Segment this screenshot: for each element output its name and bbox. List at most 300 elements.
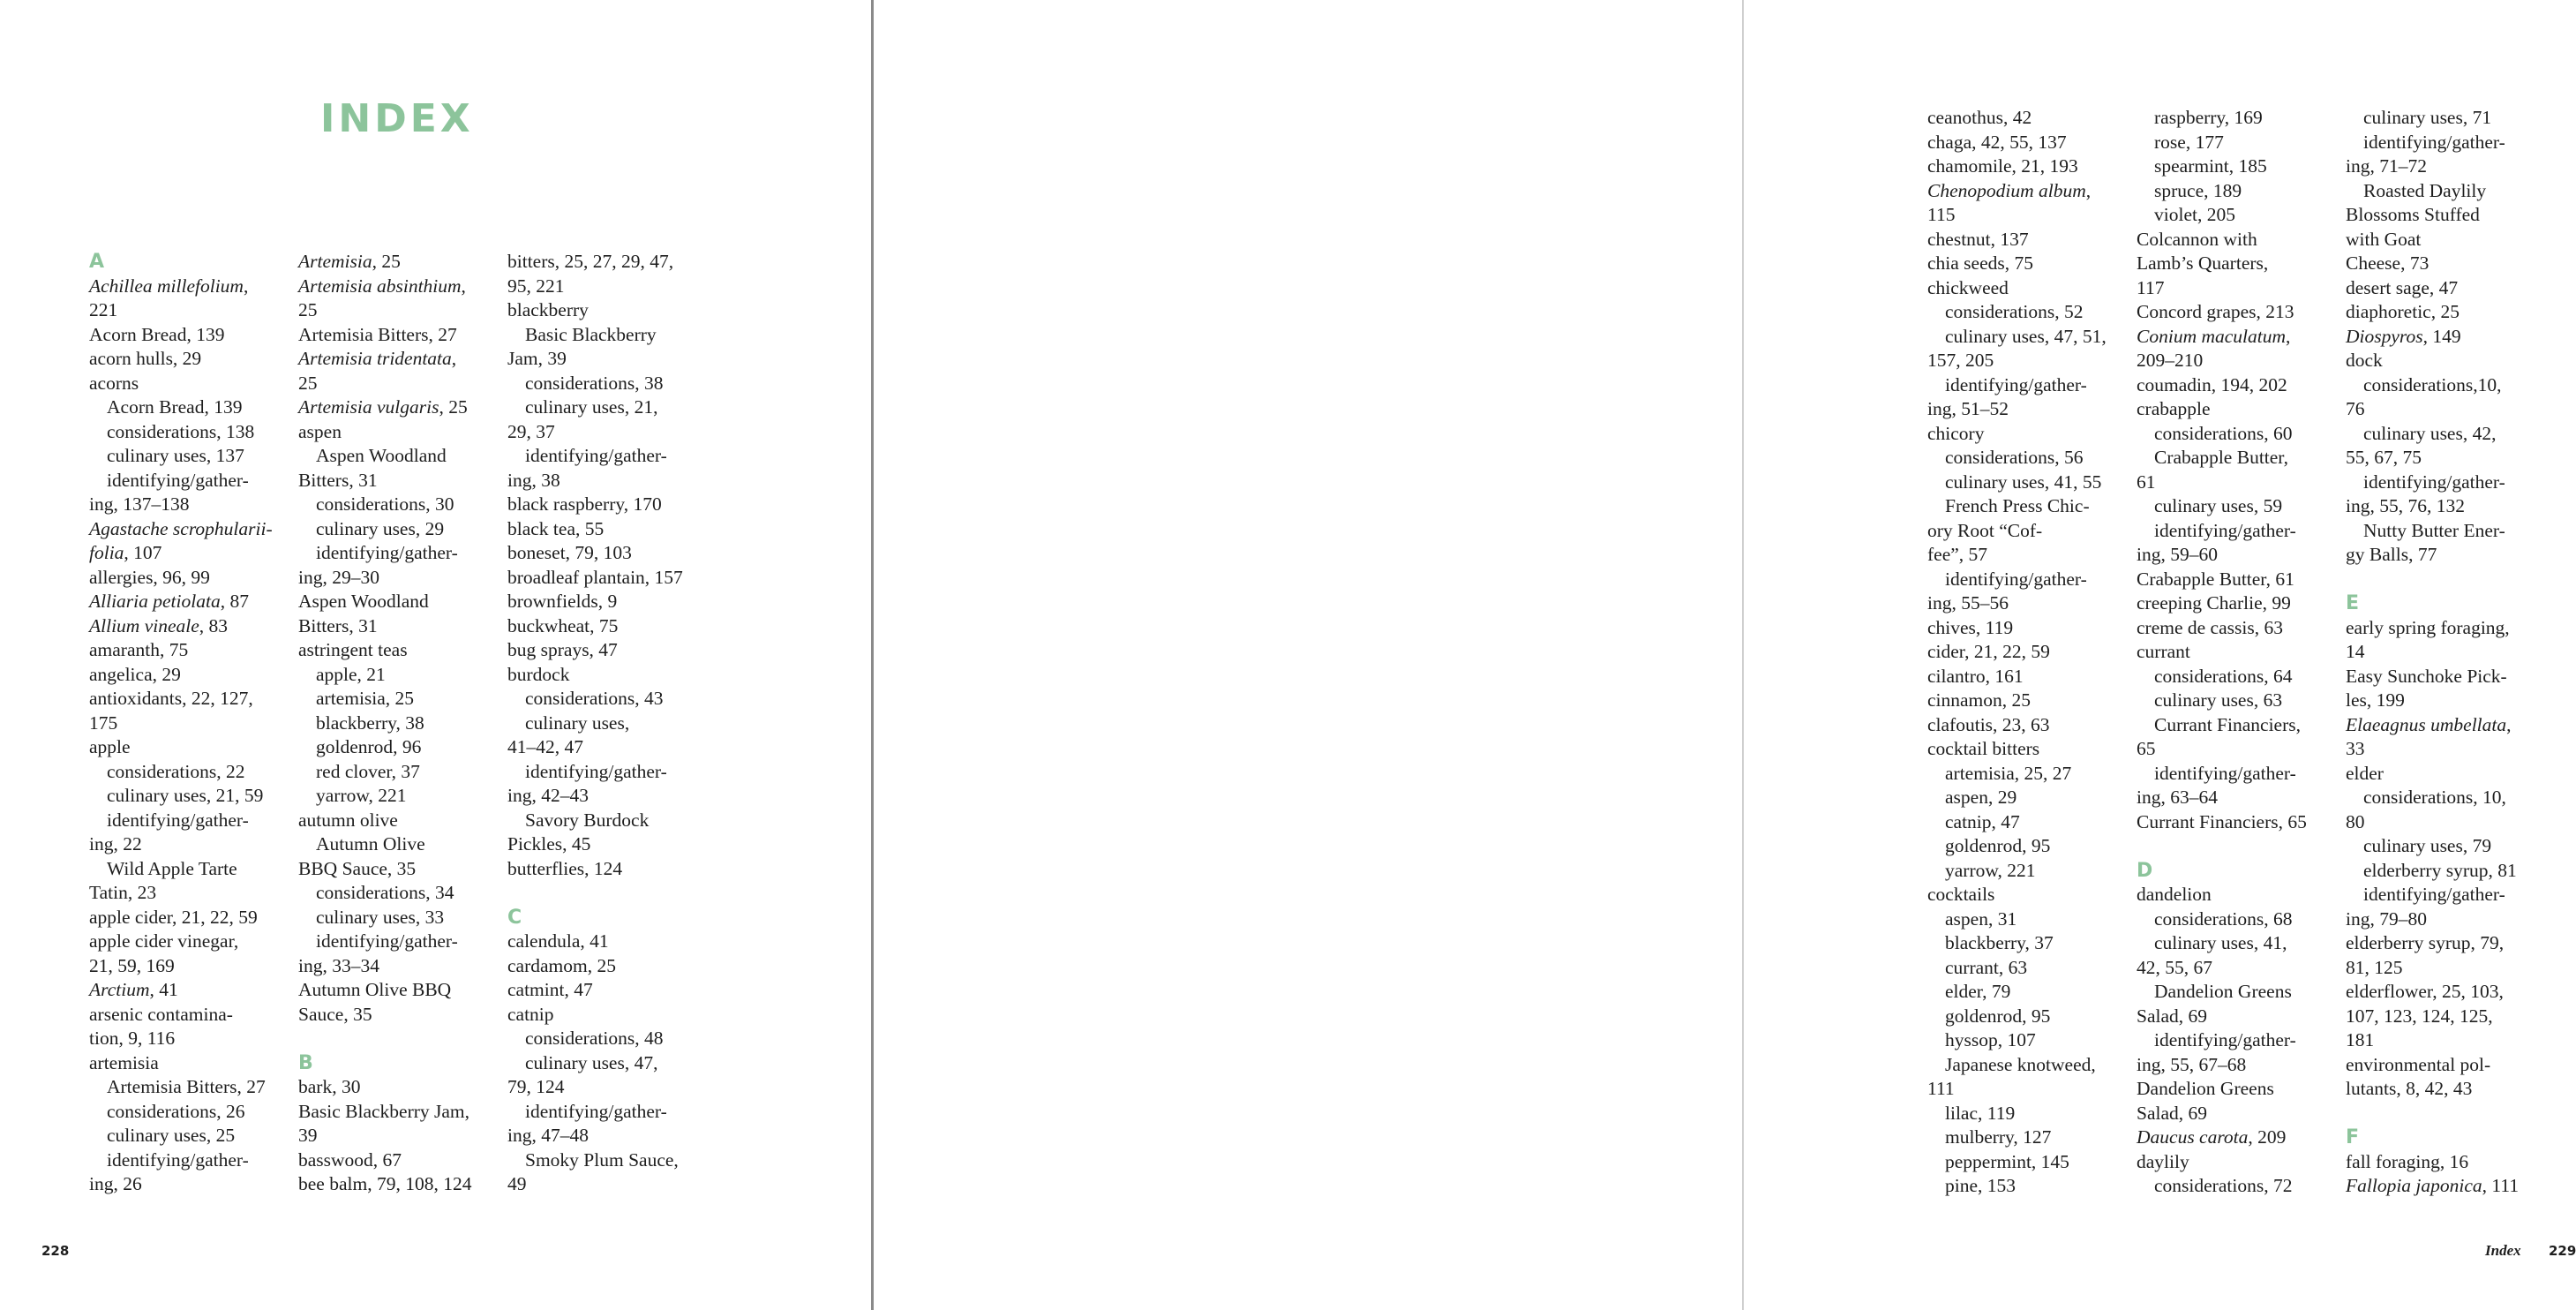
entry-text: butterflies, 124 [507, 857, 623, 879]
index-entry-continuation [2137, 543, 2341, 568]
entry-text: elder [2346, 762, 2384, 784]
index-subentry [2346, 883, 2550, 907]
index-subentry [2346, 422, 2550, 447]
entry-text: ing, 26 [89, 1173, 142, 1194]
index-entry-continuation [298, 614, 503, 639]
index-entry [507, 517, 712, 542]
entry-text: black tea, 55 [507, 517, 605, 539]
section-gap [2346, 568, 2550, 592]
index-entry-continuation [2346, 689, 2550, 713]
entry-text: identifying/gather- [525, 1100, 667, 1122]
entry-text: apple cider, 21, 22, 59 [89, 906, 258, 928]
index-entry [89, 687, 294, 711]
latin-name: Arctium [89, 979, 150, 1000]
index-entry-continuation [2137, 1102, 2341, 1126]
index-entry-continuation [507, 832, 712, 857]
index-entry [507, 298, 712, 323]
index-subentry [1927, 859, 2132, 884]
entry-text: ing, 33–34 [298, 954, 379, 976]
entry-text: culinary uses, 59 [2154, 495, 2283, 516]
index-entry [89, 1051, 294, 1076]
entry-text: culinary uses, 21, 59 [107, 785, 264, 806]
index-title: INDEX [320, 96, 474, 141]
entry-text: Cheese, 73 [2346, 252, 2430, 274]
entry-text: early spring foraging, [2346, 616, 2510, 638]
entry-text: Nutty Butter Ener- [2363, 519, 2505, 541]
index-entry [298, 1148, 503, 1173]
index-entry-continuation [2346, 446, 2550, 471]
index-entry [2137, 591, 2341, 616]
index-subentry [1927, 373, 2132, 398]
entry-text: 25 [298, 372, 318, 394]
index-subentry [507, 711, 712, 736]
index-subentry [507, 1051, 712, 1076]
index-subentry [89, 1124, 294, 1148]
index-entry [89, 978, 294, 1003]
entry-text: goldenrod, 95 [1945, 1005, 2051, 1027]
right-page [874, 0, 2576, 1310]
entry-text: artemisia, 25, 27 [1945, 762, 2072, 784]
entry-text: culinary uses, 137 [107, 445, 244, 466]
index-entry-continuation [507, 1124, 712, 1148]
index-subentry [298, 444, 503, 469]
entry-text: identifying/gather- [2154, 1029, 2296, 1050]
index-entry [1927, 616, 2132, 641]
index-subentry [2346, 859, 2550, 884]
entry-text: bark, 30 [298, 1076, 361, 1097]
index-entry [298, 978, 503, 1003]
entry-text: 49 [507, 1173, 527, 1194]
entry-text: aspen, 31 [1945, 907, 2017, 930]
entry-text: bug sprays, 47 [507, 639, 618, 660]
entry-text: , 149 [2422, 325, 2461, 347]
entry-text: Bitters, 31 [298, 614, 378, 636]
index-subentry [2346, 373, 2550, 398]
entry-text: environmental pol- [2346, 1053, 2491, 1075]
index-entry-continuation [89, 832, 294, 857]
entry-text: ing, 55, 67–68 [2137, 1053, 2247, 1075]
index-entry [298, 323, 503, 348]
index-entry-continuation [298, 954, 503, 979]
index-subentry [1927, 1053, 2132, 1078]
index-subentry [1927, 471, 2132, 495]
entry-text: raspberry, 169 [2154, 107, 2263, 128]
entry-text: artemisia [89, 1051, 159, 1073]
entry-text: Currant Financiers, 65 [2137, 810, 2307, 832]
entry-text: Crabapple Butter, 61 [2137, 568, 2294, 590]
index-entry-continuation [2346, 956, 2550, 981]
entry-text: , 111 [2482, 1175, 2520, 1196]
index-entry [2346, 616, 2550, 641]
entry-text: identifying/gather- [107, 1148, 249, 1171]
index-entry [2137, 883, 2341, 907]
index-subentry [298, 784, 503, 809]
index-entry-continuation [2346, 1005, 2550, 1029]
entry-text: considerations, 48 [525, 1028, 664, 1049]
index-entry [2137, 300, 2341, 325]
entry-text: chicory [1927, 422, 1985, 444]
index-subentry [2346, 106, 2550, 131]
index-entry-continuation [2346, 543, 2550, 568]
entry-text: , 87 [220, 591, 249, 612]
entry-text: 117 [2137, 276, 2165, 298]
index-subentry [2137, 422, 2341, 447]
index-subentry [1927, 1102, 2132, 1126]
index-subentry [2346, 471, 2550, 495]
index-entry [298, 395, 503, 420]
entry-text: , 209 [2248, 1126, 2287, 1148]
index-subentry [2137, 713, 2341, 738]
entry-text: Savory Burdock [525, 809, 650, 831]
index-subentry [2346, 834, 2550, 859]
index-entry-continuation [2346, 907, 2550, 932]
entry-text: Sauce, 35 [298, 1003, 372, 1025]
entry-text: identifying/gather- [2154, 762, 2296, 784]
entry-text: broadleaf plantain, 157 [507, 566, 683, 588]
entry-text: considerations, 30 [316, 493, 454, 515]
index-entry-continuation [507, 1172, 712, 1197]
index-subentry [507, 1100, 712, 1125]
entry-text: 42, 55, 67 [2137, 956, 2212, 978]
index-subentry [507, 323, 712, 348]
index-column-6 [2346, 106, 2550, 1199]
entry-text: antioxidants, 22, 127, [89, 688, 253, 709]
index-subentry [2137, 179, 2341, 204]
entry-text: ory Root “Cof- [1927, 519, 2043, 541]
index-entry-continuation [298, 566, 503, 591]
latin-name: Artemisia vulgaris [298, 396, 439, 418]
index-subentry [1927, 446, 2132, 471]
index-entry-continuation [1927, 519, 2132, 544]
index-entry [89, 735, 294, 760]
entry-text: blackberry, 37 [1945, 932, 2054, 953]
index-subentry [2137, 494, 2341, 519]
page-edge [1742, 0, 1744, 1310]
entry-text: culinary uses, 41, 55 [1945, 471, 2102, 493]
index-entry [2137, 568, 2341, 592]
entry-text: considerations, 43 [525, 688, 664, 709]
entry-text: elderflower, 25, 103, [2346, 981, 2504, 1002]
index-subentry [298, 663, 503, 688]
entry-text: , [2506, 713, 2512, 735]
index-subentry [2137, 203, 2341, 228]
index-subentry [507, 395, 712, 420]
index-entry [2137, 616, 2341, 641]
index-entry [1927, 106, 2132, 131]
entry-text: considerations, 64 [2154, 665, 2293, 687]
index-subentry [2137, 1028, 2341, 1053]
entry-text: chestnut, 137 [1927, 228, 2029, 250]
index-subentry [1927, 494, 2132, 519]
entry-text: autumn olive [298, 809, 398, 831]
index-entry-continuation [507, 275, 712, 299]
entry-text: culinary uses, 21, [525, 396, 658, 418]
index-subentry [298, 881, 503, 906]
entry-text: apple cider vinegar, [89, 930, 239, 952]
index-subentry [89, 784, 294, 809]
entry-text: blackberry, 38 [316, 711, 424, 734]
entry-text: ing, 63–64 [2137, 787, 2218, 808]
index-entry [1927, 713, 2132, 738]
index-subentry [507, 444, 712, 469]
entry-text: culinary uses, 25 [107, 1125, 236, 1146]
section-letter: F [2346, 1126, 2360, 1148]
index-subentry [2137, 106, 2341, 131]
entry-text: coumadin, 194, 202 [2137, 373, 2287, 395]
entry-text: arsenic contamina- [89, 1003, 233, 1025]
index-column-4 [1927, 106, 2132, 1199]
entry-text: cocktails [1927, 884, 1995, 905]
index-entry [2346, 349, 2550, 373]
entry-text: ing, 51–52 [1927, 398, 2009, 419]
index-entry [2137, 1077, 2341, 1102]
entry-text: spruce, 189 [2154, 179, 2242, 201]
entry-text: pine, 153 [1945, 1175, 2016, 1196]
index-entry [2137, 397, 2341, 422]
index-subentry [89, 1100, 294, 1125]
index-subentry [298, 517, 503, 542]
entry-text: 25 [298, 299, 318, 320]
index-entry-continuation [1927, 1077, 2132, 1102]
entry-text: violet, 205 [2154, 204, 2235, 225]
entry-text: identifying/gather- [316, 542, 458, 563]
entry-text: Lamb’s Quarters, [2137, 252, 2269, 274]
entry-text: chaga, 42, 55, 137 [1927, 131, 2067, 153]
entry-text: identifying/gather- [525, 760, 667, 782]
entry-text: creme de cassis, 63 [2137, 616, 2283, 638]
index-entry [2346, 1150, 2550, 1175]
index-column-2 [298, 250, 503, 1197]
entry-text: culinary uses, 47, 51, [1945, 325, 2107, 347]
index-subentry [2137, 131, 2341, 155]
index-subentry [507, 1148, 712, 1173]
index-entry [1927, 276, 2132, 301]
index-entry-continuation [2137, 349, 2341, 373]
index-subentry [2346, 131, 2550, 155]
entry-text: apple [89, 736, 131, 757]
entry-text: chia seeds, 75 [1927, 252, 2034, 274]
index-subentry [1927, 1174, 2132, 1199]
index-entry-continuation [2137, 786, 2341, 810]
index-entry-continuation [89, 298, 294, 323]
entry-text: creeping Charlie, 99 [2137, 592, 2291, 614]
entry-text: dock [2346, 350, 2383, 371]
entry-text: considerations, 138 [107, 420, 255, 442]
entry-text: crabapple [2137, 398, 2211, 419]
entry-text: culinary uses, 41, [2154, 932, 2287, 953]
index-entry-continuation [2346, 252, 2550, 276]
index-entry [298, 1172, 503, 1197]
section-gap [2346, 1102, 2550, 1126]
entry-text: ing, 38 [507, 469, 560, 491]
entry-text: , [2085, 179, 2092, 201]
index-entry-continuation [2346, 810, 2550, 835]
entry-text: chamomile, 21, 193 [1927, 155, 2078, 177]
entry-text: BBQ Sauce, 35 [298, 857, 417, 879]
index-subentry [2137, 1174, 2341, 1199]
entry-text: catnip, 47 [1945, 810, 2020, 832]
entry-text: ing, 137–138 [89, 493, 190, 515]
entry-text: considerations, 68 [2154, 907, 2293, 930]
index-entry [1927, 252, 2132, 276]
entry-text: Basic Blackberry Jam, [298, 1100, 470, 1122]
latin-name: Agastache scrophularii- [89, 517, 273, 539]
index-entry [1927, 689, 2132, 713]
index-entry-continuation [89, 541, 294, 566]
entry-text: ing, 59–60 [2137, 544, 2218, 565]
index-entry [1927, 228, 2132, 252]
index-entry-continuation [1927, 591, 2132, 616]
entry-text: cocktail bitters [1927, 738, 2040, 759]
entry-text: ing, 55, 76, 132 [2346, 495, 2465, 516]
index-entry [89, 590, 294, 614]
index-entry-continuation [2346, 640, 2550, 665]
index-subentry [89, 469, 294, 493]
entry-text: 107, 123, 124, 125, [2346, 1005, 2493, 1027]
index-entry [2346, 300, 2550, 325]
index-column-1 [89, 250, 294, 1197]
index-entry [298, 1100, 503, 1125]
index-entry [507, 541, 712, 566]
index-entry-continuation [2137, 1005, 2341, 1029]
entry-text: 61 [2137, 471, 2156, 493]
section-letter: D [2137, 859, 2153, 882]
entry-text: identifying/gather- [2363, 131, 2505, 153]
entry-text: 157, 205 [1927, 350, 1994, 371]
entry-text: , 107 [124, 542, 162, 563]
index-entry-continuation [1927, 203, 2132, 228]
index-entry [89, 566, 294, 591]
entry-text: ceanothus, 42 [1927, 107, 2032, 128]
index-entry-continuation [89, 954, 294, 979]
latin-name: Artemisia tridentata [298, 348, 452, 369]
index-subentry [1927, 1126, 2132, 1150]
entry-text: chives, 119 [1927, 616, 2014, 638]
entry-text: identifying/gather- [2363, 471, 2505, 493]
index-entry [507, 978, 712, 1003]
entry-text: currant [2137, 641, 2190, 662]
index-subentry [507, 372, 712, 396]
entry-text: identifying/gather- [1945, 568, 2087, 590]
entry-text: , 83 [199, 614, 229, 636]
index-subentry [2346, 179, 2550, 204]
entry-text: 76 [2346, 398, 2365, 419]
entry-text: ing, 55–56 [1927, 592, 2009, 614]
entry-text: Bitters, 31 [298, 469, 378, 491]
entry-text: blackberry [507, 299, 589, 320]
latin-name: Fallopia japonica [2346, 1175, 2482, 1196]
index-subentry [89, 444, 294, 469]
index-subentry [2137, 519, 2341, 544]
index-entry-continuation [2137, 276, 2341, 301]
entry-text: amaranth, 75 [89, 639, 189, 660]
entry-text: fall foraging, 16 [2346, 1150, 2469, 1172]
entry-text: considerations, 26 [107, 1100, 245, 1122]
index-entry [507, 614, 712, 639]
entry-text: aspen [298, 420, 342, 442]
index-entry [89, 663, 294, 688]
entry-text: spearmint, 185 [2154, 155, 2267, 177]
entry-text: Aspen Woodland [316, 445, 447, 466]
index-entry [89, 638, 294, 663]
entry-text: yarrow, 221 [316, 785, 407, 806]
entry-text: with Goat [2346, 228, 2422, 250]
index-subentry [1927, 1150, 2132, 1175]
index-subentry [2346, 519, 2550, 544]
left-page [0, 0, 871, 1310]
entry-text: goldenrod, 96 [316, 736, 422, 757]
index-entry-continuation [2137, 1053, 2341, 1078]
section-gap [507, 881, 712, 906]
index-entry-continuation [2346, 397, 2550, 422]
index-subentry [1927, 956, 2132, 981]
entry-text: considerations, 22 [107, 760, 245, 782]
index-column-5 [2137, 106, 2341, 1199]
index-entry-continuation [1927, 543, 2132, 568]
index-entry [2346, 980, 2550, 1005]
index-subentry [298, 541, 503, 566]
index-subentry [1927, 568, 2132, 592]
index-entry-continuation [2346, 228, 2550, 252]
entry-text: gy Balls, 77 [2346, 544, 2437, 565]
entry-text: desert sage, 47 [2346, 276, 2459, 298]
entry-text: 209–210 [2137, 350, 2204, 371]
index-subentry [298, 906, 503, 930]
entry-text: boneset, 79, 103 [507, 542, 632, 563]
entry-text: , 25 [372, 251, 401, 272]
index-entry [298, 1075, 503, 1100]
section-gap [2137, 834, 2341, 859]
index-subentry [1927, 786, 2132, 810]
entry-text: lilac, 119 [1945, 1102, 2016, 1124]
entry-text: 55, 67, 75 [2346, 447, 2422, 468]
entry-text: Basic Blackberry [525, 323, 657, 345]
index-subentry [507, 760, 712, 785]
entry-text: Blossoms Stuffed [2346, 204, 2480, 225]
index-entry [2137, 810, 2341, 835]
page-number-left: 228 [41, 1243, 70, 1259]
index-entry-continuation [507, 420, 712, 445]
entry-text: ing, 22 [89, 833, 142, 855]
entry-text: peppermint, 145 [1945, 1150, 2069, 1172]
index-entry-continuation [2346, 737, 2550, 762]
index-subentry [298, 735, 503, 760]
entry-text: burdock [507, 663, 570, 685]
index-entry-continuation [2137, 471, 2341, 495]
index-entry [2137, 1126, 2341, 1150]
entry-text: considerations,10, [2363, 373, 2502, 395]
entry-text: identifying/gather- [107, 809, 249, 831]
entry-text: Roasted Daylily [2363, 179, 2487, 201]
index-subentry [507, 1027, 712, 1051]
index-entry-continuation [2346, 154, 2550, 179]
section-letter: C [507, 906, 522, 929]
entry-text: elder, 79 [1945, 981, 2011, 1002]
entry-text: Pickles, 45 [507, 833, 591, 855]
index-subentry [298, 711, 503, 736]
entry-text: 14 [2346, 641, 2365, 662]
index-entry [298, 250, 503, 275]
entry-text: acorns [89, 372, 139, 394]
entry-text: ing, 29–30 [298, 566, 379, 588]
latin-name: Chenopodium album [1927, 179, 2086, 201]
entry-text: artemisia, 25 [316, 688, 415, 709]
entry-text: red clover, 37 [316, 760, 420, 782]
index-subentry [2137, 931, 2341, 956]
entry-text: black raspberry, 170 [507, 493, 662, 515]
index-subentry [298, 760, 503, 785]
index-entry [2137, 325, 2341, 350]
